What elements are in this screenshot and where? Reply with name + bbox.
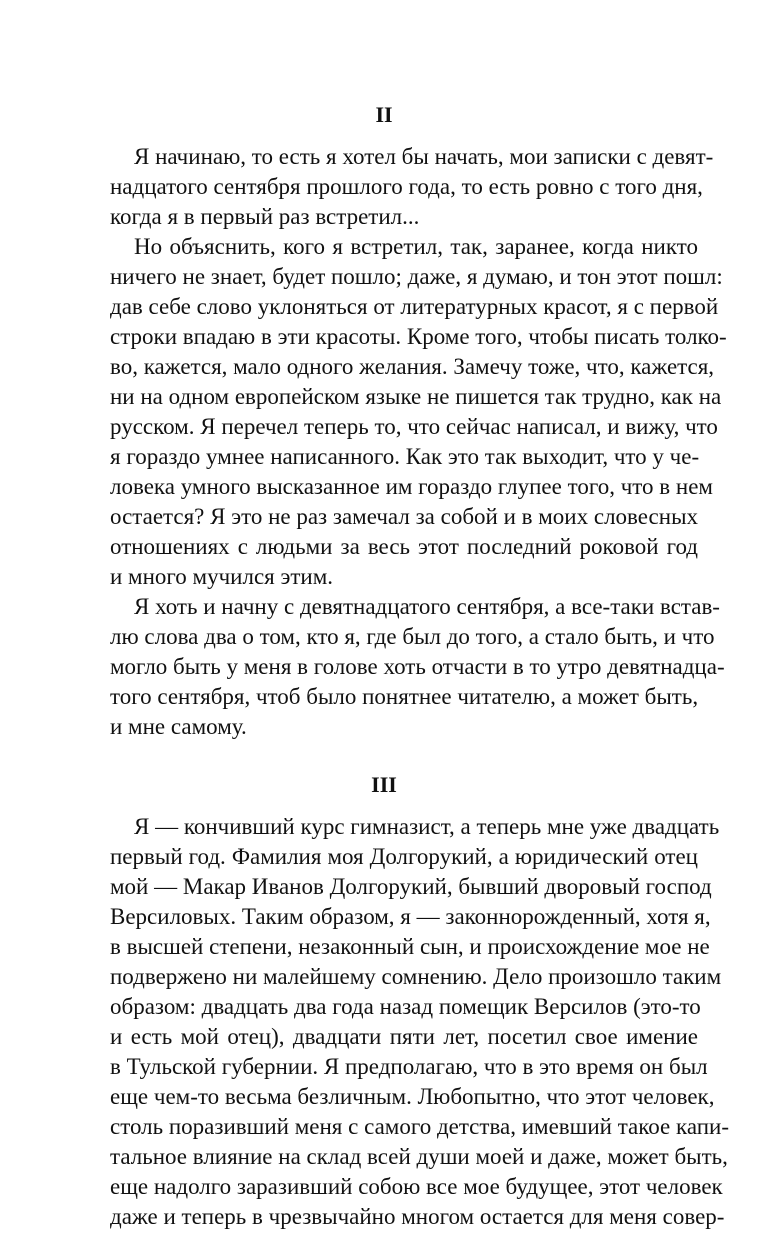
text-line: в высшей степени, незаконный сын, и происхождение мое не bbox=[110, 934, 710, 959]
text-line: Версиловых. Таким образом, я — законнорожденный, хотя я, bbox=[110, 904, 711, 929]
text-line: и много мучился этим. bbox=[110, 564, 334, 589]
text-line: того сентября, чтоб было понятнее читателю, а может быть, bbox=[110, 684, 699, 709]
text-line: и есть мой отец), двадцати пяти лет, посетил свое имение bbox=[110, 1024, 698, 1049]
text-line: еще чем-то весьма безличным. Любопытно, что этот человек, bbox=[110, 1084, 715, 1109]
text-line: и мне самому. bbox=[110, 714, 247, 739]
text-line: могло быть у меня в голове хоть отчасти в то утро девятнадца- bbox=[110, 654, 725, 679]
text-line: подвержено ни малейшему сомнению. Дело произошло таким bbox=[110, 964, 722, 989]
text-line: отношениях с людьми за весь этот последний роковой год bbox=[110, 534, 698, 559]
text-line: образом: двадцать два года назад помещик Версилов (это-то bbox=[110, 994, 701, 1019]
text-line: надцатого сентября прошлого года, то есть ровно с того дня, bbox=[110, 174, 703, 199]
text-line: во, кажется, мало одного желания. Замечу тоже, что, кажется, bbox=[110, 354, 715, 379]
text-line: Я начинаю, то есть я хотел бы начать, мои записки с девят- bbox=[134, 144, 714, 169]
text-line: даже и теперь в чрезвычайно многом остается для меня совер- bbox=[110, 1204, 725, 1229]
text-line: столь поразивший меня с самого детства, имевший такое капи- bbox=[110, 1114, 730, 1139]
text-line: ловека умного высказанное им гораздо глупее того, что в нем bbox=[110, 474, 713, 499]
text-line: еще надолго заразивший собою все мое будущее, этот человек bbox=[110, 1174, 723, 1199]
text-line: лю слова два о том, кто я, где был до того, а стало быть, и что bbox=[110, 624, 715, 649]
text-line: русском. Я перечел теперь то, что сейчас написал, и вижу, что bbox=[110, 414, 718, 439]
text-line: остается? Я это не раз замечал за собой и в моих словесных bbox=[110, 504, 699, 529]
text-line: ни на одном европейском языке не пишется так трудно, как на bbox=[110, 384, 722, 409]
text-line: дав себе слово уклоняться от литературных красот, я с первой bbox=[110, 294, 719, 319]
text-line: когда я в первый раз встретил... bbox=[110, 204, 420, 229]
text-line: Я — кончивший курс гимназист, а теперь мне уже двадцать bbox=[134, 814, 720, 839]
text-line: первый год. Фамилия моя Долгорукий, а юридический отец bbox=[110, 844, 698, 869]
text-line: Но объяснить, кого я встретил, так, заранее, когда никто bbox=[134, 234, 698, 259]
chapter-heading-ii: II bbox=[375, 102, 393, 127]
text-line: Я хоть и начну с девятнадцатого сентября, а все-таки встав- bbox=[134, 594, 720, 619]
text-line: мой — Макар Иванов Долгорукий, бывший дворовый господ bbox=[110, 874, 712, 899]
text-line: тальное влияние на склад всей души моей и даже, может быть, bbox=[110, 1144, 728, 1169]
text-line: я гораздо умнее написанного. Как это так выходит, что у че- bbox=[110, 444, 700, 469]
text-line: в Тульской губернии. Я предполагаю, что в это время он был bbox=[110, 1054, 708, 1079]
text-line: строки впадаю в эти красоты. Кроме того, чтобы писать толко- bbox=[110, 324, 727, 349]
text-line: ничего не знает, будет пошло; даже, я думаю, и тон этот пошл: bbox=[110, 264, 723, 289]
chapter-heading-iii: III bbox=[371, 772, 397, 797]
